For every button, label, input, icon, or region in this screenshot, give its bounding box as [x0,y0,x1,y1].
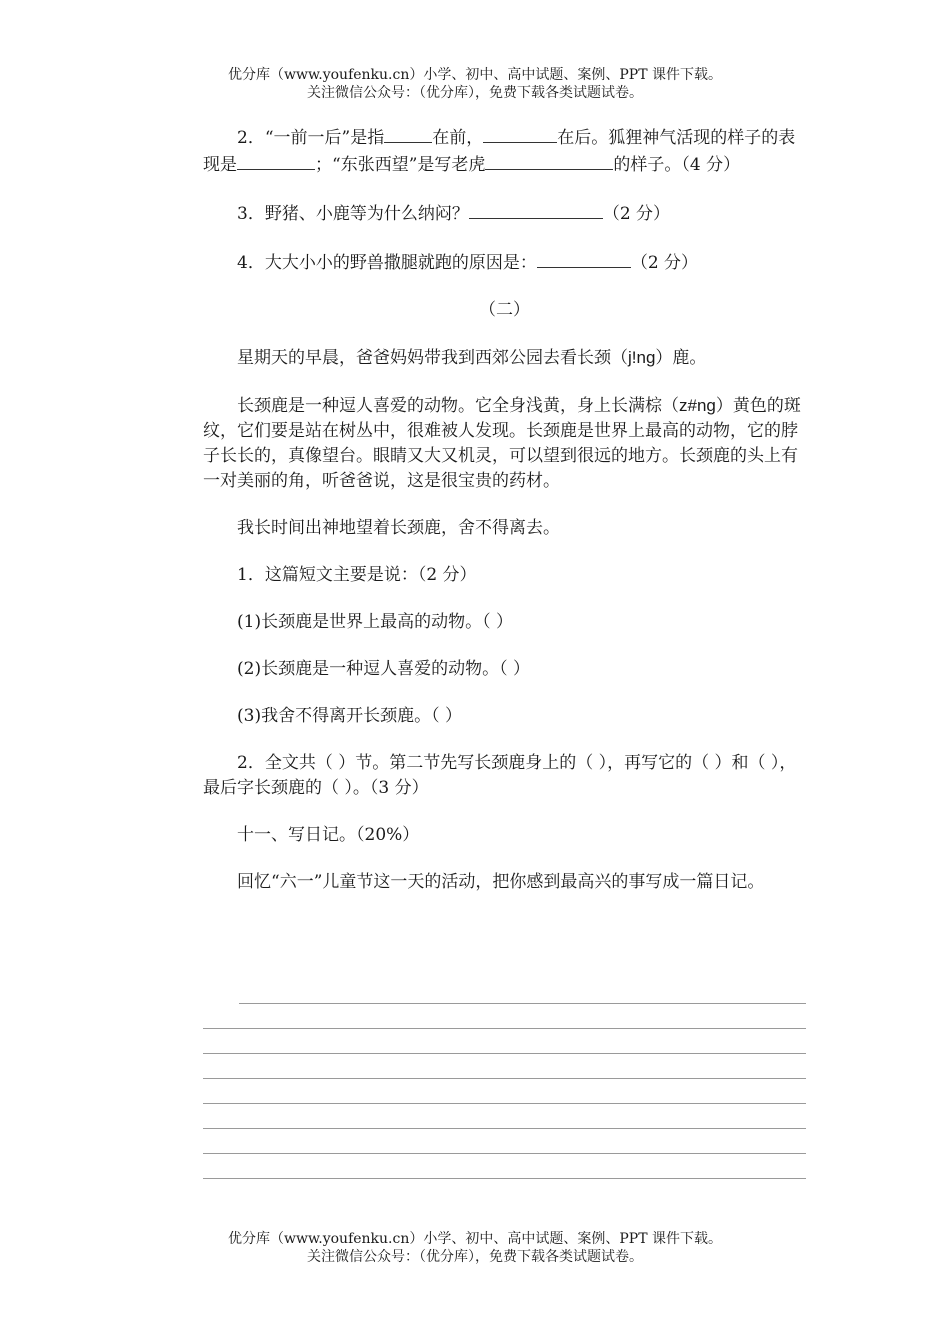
q2-text-2: 在前， [432,128,484,148]
passage-paragraph-3: 我长时间出神地望着长颈鹿，舍不得离去。 [237,518,560,538]
question-4 [203,249,806,276]
header-line-2: 关注微信公众号：（优分库），免费下载各类试题试卷。 [307,85,643,101]
page-footer [0,1230,950,1266]
passage-p2-rest: ）黄色的斑纹，它们要是站在树丛中，很难被人发现。长颈鹿是世界上最高的动物，它的脖子长长的，真像望台。眼睛又大又机灵，可以望到很远的地方。长颈鹿的头上有一对美丽的角，听爸爸说，这是很宝贵的药材。 [203,396,801,491]
question-3 [203,200,806,227]
passage-p2-text: 长颈鹿是一种逗人喜爱的动物。它全身浅黄，身上长满棕（ [237,396,679,416]
q2-text-5: 的样子。（4 分） [613,155,741,175]
section-heading-2: （二） [479,300,530,320]
option-2[interactable]: (2)长颈鹿是一种逗人喜爱的动物。（ ） [237,659,530,679]
writing-line[interactable] [203,1078,806,1079]
writing-line[interactable] [203,1128,806,1129]
answer-blank[interactable] [485,151,613,170]
writing-line[interactable] [203,1103,806,1104]
footer-line-1: 优分库（www.youfenku.cn）小学、初中、高中试题、案例、PPT 课件下载。 [227,1231,722,1247]
footer-line-2: 关注微信公众号：（优分库），免费下载各类试题试卷。 [307,1249,643,1265]
writing-lines[interactable] [203,1003,806,1203]
answer-blank[interactable] [469,200,603,219]
writing-line[interactable] [239,1003,806,1004]
passage-paragraph-1 [203,345,806,371]
page-header [0,66,950,102]
q4-score: （2 分） [630,253,699,273]
option-3[interactable]: (3)我舍不得离开长颈鹿。（ ） [237,706,462,726]
q4-text: 4．大大小小的野兽撒腿就跑的原因是： [237,253,537,273]
q2-text-3: 在后。狐狸神气活现的样子的表现是 [203,128,796,175]
diary-prompt: 回忆“六一”儿童节这一天的活动，把你感到最高兴的事写成一篇日记。 [237,872,765,892]
question-1-main-idea: 1．这篇短文主要是说：（2 分） [237,565,477,585]
writing-line[interactable] [203,1053,806,1054]
option-1[interactable]: (1)长颈鹿是世界上最高的动物。（ ） [237,612,513,632]
answer-blank[interactable] [537,249,631,268]
q2-text-1: 2．“一前一后”是指 [237,128,385,148]
answer-blank[interactable] [237,151,315,170]
writing-line[interactable] [203,1028,806,1029]
section-heading-11: 十一、写日记。（20%） [237,825,420,845]
question-2-structure: 2．全文共（ ）节。第二节先写长颈鹿身上的（ ），再写它的（ ）和（ ），最后字长颈鹿的（ ）。（3 分） [203,753,797,798]
writing-line[interactable] [203,1178,806,1179]
q3-score: （2 分） [602,204,671,224]
question-2-idioms [203,124,806,178]
passage-p1-end: ）鹿。 [655,348,707,368]
answer-blank[interactable] [483,124,557,143]
header-line-1: 优分库（www.youfenku.cn）小学、初中、高中试题、案例、PPT 课件下载。 [227,67,722,83]
answer-blank[interactable] [384,124,432,143]
pinyin-zong: z#ng [679,396,716,415]
q3-text: 3．野猪、小鹿等为什么纳闷？ [237,204,469,224]
q2-text-4: ；“东张西望”是写老虎 [315,155,486,175]
passage-p1-text: 星期天的早晨，爸爸妈妈带我到西郊公园去看长颈（ [237,348,628,368]
pinyin-jing: j!ng [628,348,656,367]
passage-paragraph-2 [203,393,806,494]
exam-content [203,124,806,895]
writing-line[interactable] [203,1153,806,1154]
